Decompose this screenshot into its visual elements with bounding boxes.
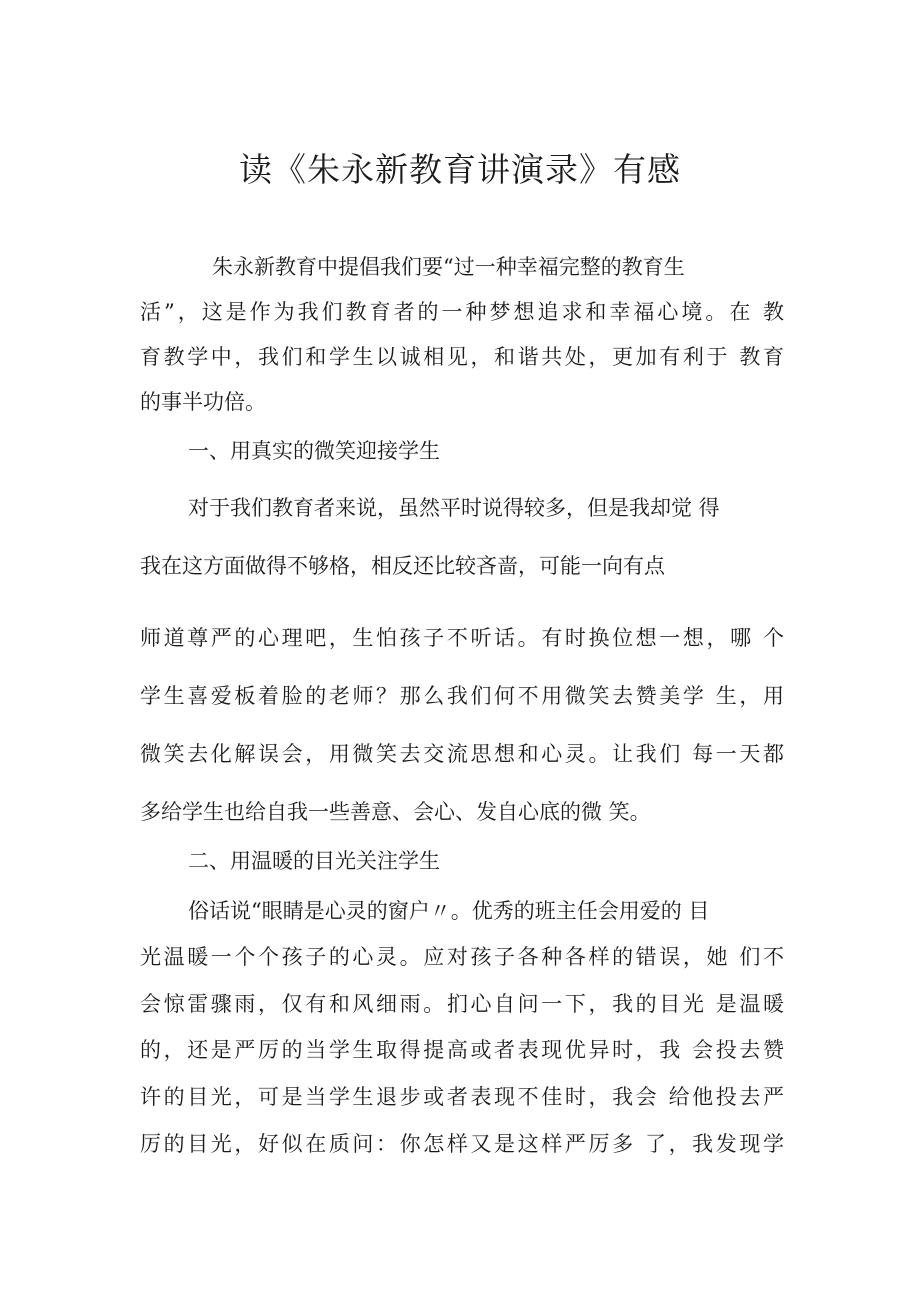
document-title: 读《朱永新教育讲演录》有感 (239, 150, 681, 189)
paragraph-line: 光温暖一个个孩子的心灵。应对孩子各种各样的错误，她 们不 (140, 945, 784, 969)
paragraph-line: 朱永新教育中提倡我们要“过一种幸福完整的教育生 (212, 255, 685, 279)
paragraph-line: 俗话说“眼睛是心灵的窗户〃。优秀的班主任会用爱的 目 (188, 899, 710, 923)
paragraph-line: 我在这方面做得不够格，相反还比较吝啬，可能一向有点 (140, 554, 665, 578)
paragraph-line: 活”，这是作为我们教育者的一种梦想追求和幸福心境。在 教 (140, 300, 784, 324)
paragraph-line: 育教学中，我们和学生以诚相见，和谐共处，更加有利于 教育 (140, 345, 784, 369)
paragraph-line: 许的目光，可是当学生退步或者表现不佳时，我会 给他投去严 (140, 1085, 784, 1109)
paragraph-line: 对于我们教育者来说，虽然平时说得较多，但是我却觉 得 (188, 496, 720, 520)
paragraph-line: 的，还是严厉的当学生取得提高或者表现优异时，我 会投去赞 (140, 1038, 784, 1062)
paragraph-line: 学生喜爱板着脸的老师？那么我们何不用微笑去赞美学 生，用 (140, 684, 784, 708)
paragraph-line: 会惊雷骤雨，仅有和风细雨。扪心自问一下，我的目光 是温暖 (140, 992, 784, 1016)
paragraph-line: 师道尊严的心理吧，生怕孩子不听话。有时换位想一想，哪 个 (140, 626, 784, 650)
paragraph-line: 的事半功倍。 (140, 390, 266, 414)
paragraph-line: 厉的目光，好似在质问：你怎样又是这样严厉多 了，我发现学 (140, 1132, 784, 1156)
section-heading: 一、用真实的微笑迎接学生 (188, 439, 440, 463)
section-heading: 二、用温暖的目光关注学生 (188, 849, 440, 873)
paragraph-line: 多给学生也给自我一些善意、会心、发自心底的微 笑。 (140, 800, 651, 824)
paragraph-line: 微笑去化解误会，用微笑去交流思想和心灵。让我们 每一天都 (140, 742, 784, 766)
